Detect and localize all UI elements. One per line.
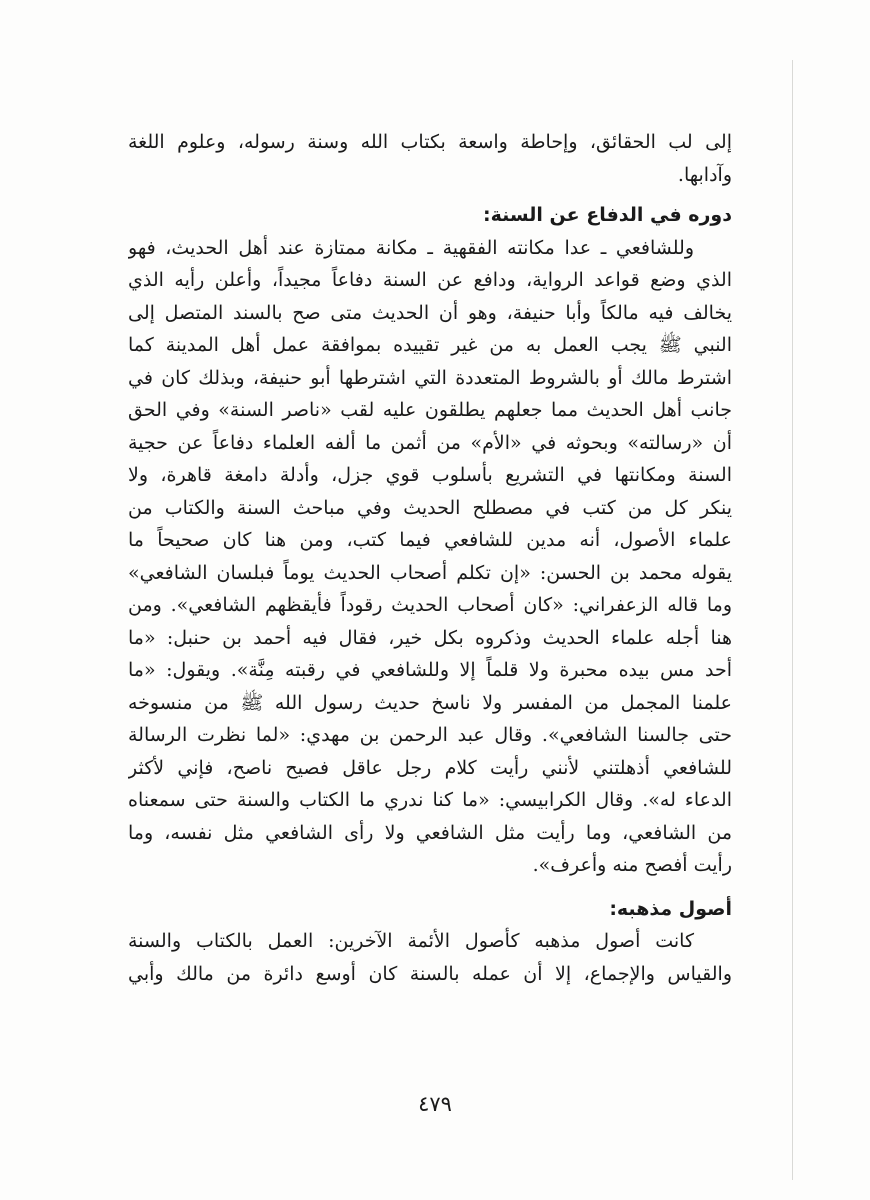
section-heading-madhhab-principles: أصول مذهبه: [609, 897, 732, 920]
paragraph-line: وللشافعي ـ عدا مكانته الفقهية ـ مكانة ممتازة عند أهل الحديث، فهو [128, 236, 694, 259]
paragraph-line: من الشافعي، وما رأيت مثل الشافعي ولا رأى الشافعي مثل نفسه، وما [128, 821, 732, 844]
paragraph-line: النبي ﷺ يجب العمل به من غير تقييده بموافقة عمل أهل المدينة كما [128, 334, 732, 356]
paragraph-line: يخالف فيه مالكاً وأبا حنيفة، وهو أن الحديث متى صح بالسند المتصل إلى [128, 301, 732, 324]
paragraph-line: جانب أهل الحديث مما جعلهم يطلقون عليه لقب «ناصر السنة» وفي الحق [128, 399, 732, 421]
paragraph-line: والقياس والإجماع، إلا أن عمله بالسنة كان أوسع دائرة من مالك وأبي [128, 962, 732, 985]
paragraph-line: وما قاله الزعفراني: «كان أصحاب الحديث رقوداً فأيقظهم الشافعي». ومن [128, 594, 732, 616]
paragraph-line: حتى جالسنا الشافعي». وقال عبد الرحمن بن مهدي: «لما نظرت الرسالة [128, 724, 732, 746]
paragraph-line: علمنا المجمل من المفسر ولا ناسخ حديث رسول الله ﷺ من منسوخه [128, 691, 732, 714]
paragraph-line: أحد مس بيده محبرة ولا قلماً إلا وللشافعي في رقبته مِنَّة». ويقول: «ما [128, 659, 732, 681]
paragraph-line: يقوله محمد بن الحسن: «إن تكلم أصحاب الحديث يوماً فبلسان الشافعي» [128, 561, 732, 584]
section-heading-sunnah-defense: دوره في الدفاع عن السنة: [483, 204, 732, 226]
paragraph-line: وآدابها. [677, 163, 732, 186]
paragraph-line: اشترط مالك أو بالشروط المتعددة التي اشترطها أبو حنيفة، وبذلك كان في [128, 366, 732, 389]
paragraph-line: الذي وضع قواعد الرواية، ودافع عن السنة دفاعاً مجيداً، وأعلن رأيه الذي [128, 269, 732, 291]
paragraph-line: الدعاء له». وقال الكرابيسي: «ما كنا ندري ما الكتاب والسنة حتى سمعناه [128, 789, 732, 811]
paragraph-line: علماء الأصول، أنه مدين للشافعي فيما كتب، ومن هنا كان صحيحاً ما [128, 529, 732, 551]
paragraph-line: السنة ومكانتها في التشريع بأسلوب قوي جزل، وأدلة دامغة قاهرة، ولا [128, 464, 732, 486]
body-text [128, 126, 732, 990]
scan-edge-divider [792, 60, 793, 1180]
paragraph-line: كانت أصول مذهبه كأصول الأئمة الآخرين: العمل بالكتاب والسنة [128, 930, 694, 952]
paragraph-line: للشافعي أذهلتني لأنني رأيت كلام رجل عاقل فصيح ناصح، فإني لأكثر [128, 756, 732, 779]
paragraph-line: أن «رسالته» وبحوثه في «الأم» من أثمن ما ألفه العلماء دفاعاً عن حجية [128, 431, 732, 454]
paragraph-line: ينكر كل من كتب في مصطلح الحديث وفي مباحث السنة والكتاب من [128, 496, 732, 519]
paragraph-line: هنا أجله علماء الحديث وذكروه بكل خير، فقال فيه أحمد بن حنبل: «ما [128, 626, 732, 649]
paragraph-line: إلى لب الحقائق، وإحاطة واسعة بكتاب الله وسنة رسوله، وعلوم اللغة [128, 131, 732, 153]
page-number: ٤٧٩ [418, 1092, 452, 1116]
paragraph-line: رأيت أفصح منه وأعرف». [532, 854, 732, 876]
